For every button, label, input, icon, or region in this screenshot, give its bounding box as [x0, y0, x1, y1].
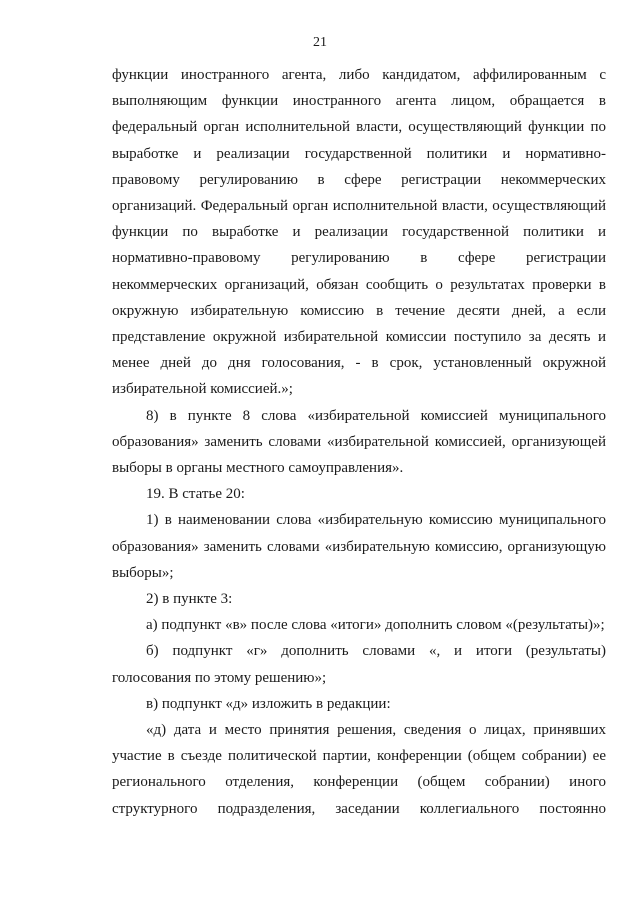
paragraph-item-1: 1) в наименовании слова «избирательную комиссию муниципального образования» заменить словами «избирательную комиссию, организующую выборы»; — [112, 512, 606, 581]
paragraph-subitem-a: а) подпункт «в» после слова «итоги» дополнить словом «(результаты)»; — [146, 617, 605, 634]
paragraph-item-8: 8) в пункте 8 слова «избирательной комиссией муниципального образования» заменить словами «избирательной комиссией, организующей выборы в органы местного самоуправления». — [112, 407, 606, 477]
paragraph-subitem-v: в) подпункт «д» изложить в редакции: — [146, 695, 391, 712]
paragraph-subitem-d-text: «д) дата и место принятия решения, сведения о лицах, принявших участие в съезде политической партии, конференции (общем собрании) ее регионального отделения, конференции (общем собрании) иного структурного подразделения, заседании коллегиального постоянно — [112, 722, 606, 817]
document-body — [112, 62, 606, 822]
paragraph-subitem-b: б) подпункт «г» дополнить словами «, и итоги (результаты) голосования по этому решению»; — [112, 643, 606, 686]
paragraph-article-20-heading: 19. В статье 20: — [146, 486, 245, 503]
page-number: 21 — [313, 35, 327, 50]
paragraph-continuation: функции иностранного агента, либо кандидатом, аффилированным с выполняющим функции иностранного агента лицом, обращается в федеральный орган исполнительной власти, осуществляющий функции по выработке и реализации государственной политики и нормативно-правовому регулированию в сфере регистрации некоммерческих организаций. Федеральный орган исполнительной власти, осуществляющий функции по выработке и реализации государственной политики и нормативно-правовому регулированию в сфере регистрации некоммерческих организаций, обязан сообщить о результатах проверки в окружную избирательную комиссию в течение десяти дней, а если представление окружной избирательной комиссии поступило за десять и менее дней до дня голосования, - в срок, установленный окружной избирательной комиссией.»; — [112, 67, 606, 398]
paragraph-item-2: 2) в пункте 3: — [146, 591, 233, 608]
